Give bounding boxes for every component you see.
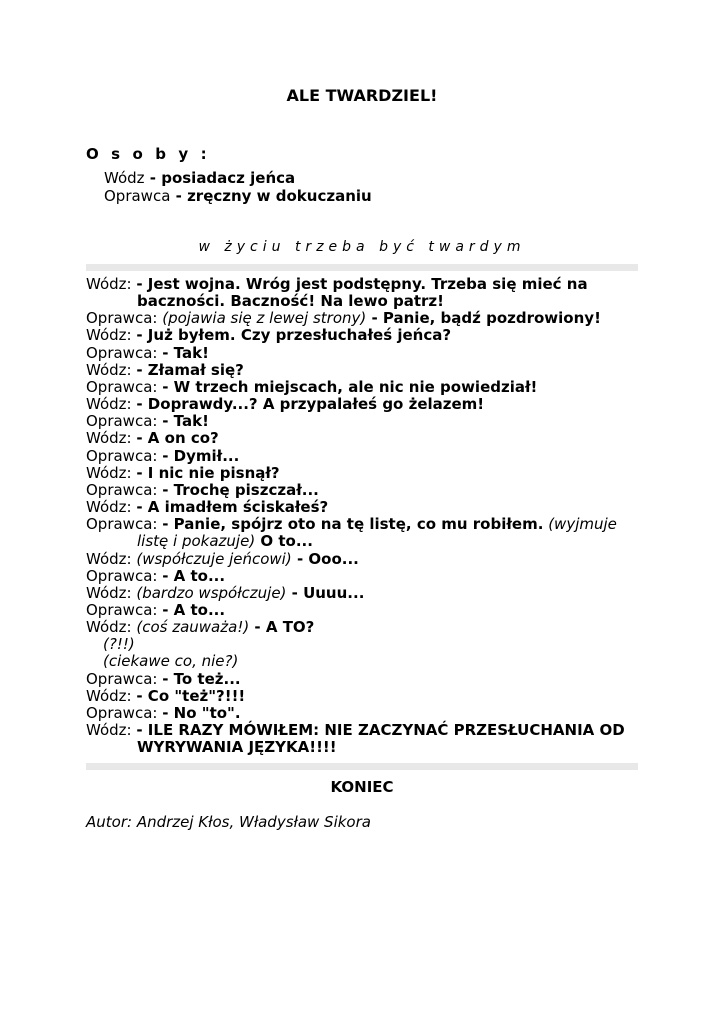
dialogue-line <box>86 585 646 602</box>
spoken-text: O to... <box>255 532 313 551</box>
spoken-text: - Co "też"?!!! <box>136 686 246 705</box>
spoken-text: - A to... <box>162 566 226 585</box>
dialogue-line <box>86 465 646 482</box>
dialogue-line <box>86 430 646 447</box>
spoken-text: - A on co? <box>136 429 219 448</box>
stage-direction: (wyjmuje listę i pokazuje) <box>137 515 617 551</box>
speaker-name: Wódz: <box>86 549 137 568</box>
dialogue-line <box>86 345 646 362</box>
speaker-name: Oprawca: <box>86 703 163 722</box>
speaker-name: Oprawca: <box>86 480 163 499</box>
dialogue-line <box>86 671 646 688</box>
spoken-text: - Tak! <box>162 412 209 431</box>
speaker-name: Wódz: <box>86 583 137 602</box>
dialogue-line <box>86 688 646 705</box>
speaker-name: Oprawca: <box>86 669 163 688</box>
speaker-name: Oprawca: <box>86 412 163 431</box>
stage-direction: (coś zauważa!) <box>136 618 250 637</box>
dialogue-line <box>86 499 646 516</box>
speaker-name: Wódz: <box>86 498 137 517</box>
spoken-text: - Złamał się? <box>136 360 244 379</box>
spoken-text: - Dymił... <box>162 446 240 465</box>
dialogue-line <box>86 516 646 550</box>
spoken-text: - I nic nie pisnął? <box>136 463 280 482</box>
dialogue-line <box>86 413 646 430</box>
cast-heading: O s o b y : <box>86 145 211 163</box>
speaker-name: Oprawca: <box>86 515 163 534</box>
cast-member-desc: - zręczny w dokuczaniu <box>170 187 372 205</box>
speaker-name: Wódz: <box>86 686 137 705</box>
spoken-text: - Jest wojna. Wróg jest podstępny. Trzeba się mieć na baczności. Baczność! Na lewo patrz! <box>136 275 588 311</box>
dialogue-line <box>86 379 646 396</box>
stage-direction: (pojawia się z lewej strony) <box>162 309 367 328</box>
speaker-name: Oprawca: <box>86 377 163 396</box>
spoken-text: - Tak! <box>162 343 209 362</box>
speaker-name: Wódz: <box>86 395 137 414</box>
dialogue <box>86 276 646 756</box>
dialogue-line <box>86 327 646 344</box>
cast-member <box>104 187 372 205</box>
spoken-text: - Doprawdy...? A przypalałeś go żelazem! <box>136 395 485 414</box>
divider-bottom <box>86 763 638 770</box>
spoken-text: - Ooo... <box>291 549 359 568</box>
dialogue-line <box>86 482 646 499</box>
speaker-name: Wódz: <box>86 360 137 379</box>
speaker-name: Oprawca: <box>86 343 163 362</box>
cast-member-name: Wódz <box>104 169 145 187</box>
stage-direction: (bardzo współczuje) <box>136 583 287 602</box>
speaker-name: Oprawca: <box>86 446 163 465</box>
dialogue-line <box>86 448 646 465</box>
dialogue-line <box>86 551 646 568</box>
dialogue-line <box>86 602 646 619</box>
dialogue-line <box>86 362 646 379</box>
speaker-name: Wódz: <box>86 429 137 448</box>
spoken-text: - Panie, spójrz oto na tę listę, co mu robiłem. <box>162 515 544 534</box>
cast-member-name: Oprawca <box>104 187 171 205</box>
spoken-text: - Panie, bądź pozdrowiony! <box>366 309 601 328</box>
divider-top <box>86 264 638 271</box>
spoken-text: - A to... <box>162 600 226 619</box>
cast-member-desc: - posiadacz jeńca <box>144 169 296 187</box>
speaker-name: Oprawca: <box>86 566 163 585</box>
speaker-name: Wódz: <box>86 463 137 482</box>
document-title: ALE TWARDZIEL! <box>286 86 438 105</box>
speaker-name: Wódz: <box>86 326 137 345</box>
spoken-text: - To też... <box>162 669 241 688</box>
dialogue-line <box>86 396 646 413</box>
speaker-name: Wódz: <box>86 721 137 740</box>
spoken-text: - ILE RAZY MÓWIŁEM: NIE ZACZYNAĆ PRZESŁUCHANIA OD WYRYWANIA JĘZYKA!!!! <box>136 721 625 757</box>
dialogue-line <box>86 722 646 756</box>
tagline: w życiu trzeba być twardym <box>198 239 526 255</box>
spoken-text: - A TO? <box>249 618 315 637</box>
speaker-name: Wódz: <box>86 275 137 293</box>
dialogue-line <box>86 705 646 722</box>
stage-direction: (ciekawe co, nie?) <box>103 652 239 671</box>
dialogue-line <box>86 568 646 585</box>
speaker-name: Oprawca: <box>86 309 163 328</box>
author-credit: Autor: Andrzej Kłos, Władysław Sikora <box>86 813 371 831</box>
cast-member <box>104 169 372 187</box>
spoken-text: - A imadłem ściskałeś? <box>136 498 329 517</box>
spoken-text: - Uuuu... <box>286 583 365 602</box>
dialogue-line <box>86 310 646 327</box>
speaker-name: Oprawca: <box>86 600 163 619</box>
spoken-text: - Trochę piszczał... <box>162 480 319 499</box>
dialogue-line <box>86 276 646 310</box>
dialogue-line <box>86 619 646 636</box>
spoken-text: - No "to". <box>162 703 241 722</box>
spoken-text: - Już byłem. Czy przesłuchałeś jeńca? <box>136 326 452 345</box>
ending-label: KONIEC <box>330 778 394 796</box>
spoken-text: - W trzech miejscach, ale nic nie powiedział! <box>162 377 538 396</box>
stage-direction: (?!!) <box>103 635 135 654</box>
cast-list <box>104 169 372 205</box>
stage-direction: (współczuje jeńcowi) <box>136 549 292 568</box>
speaker-name: Wódz: <box>86 618 137 637</box>
